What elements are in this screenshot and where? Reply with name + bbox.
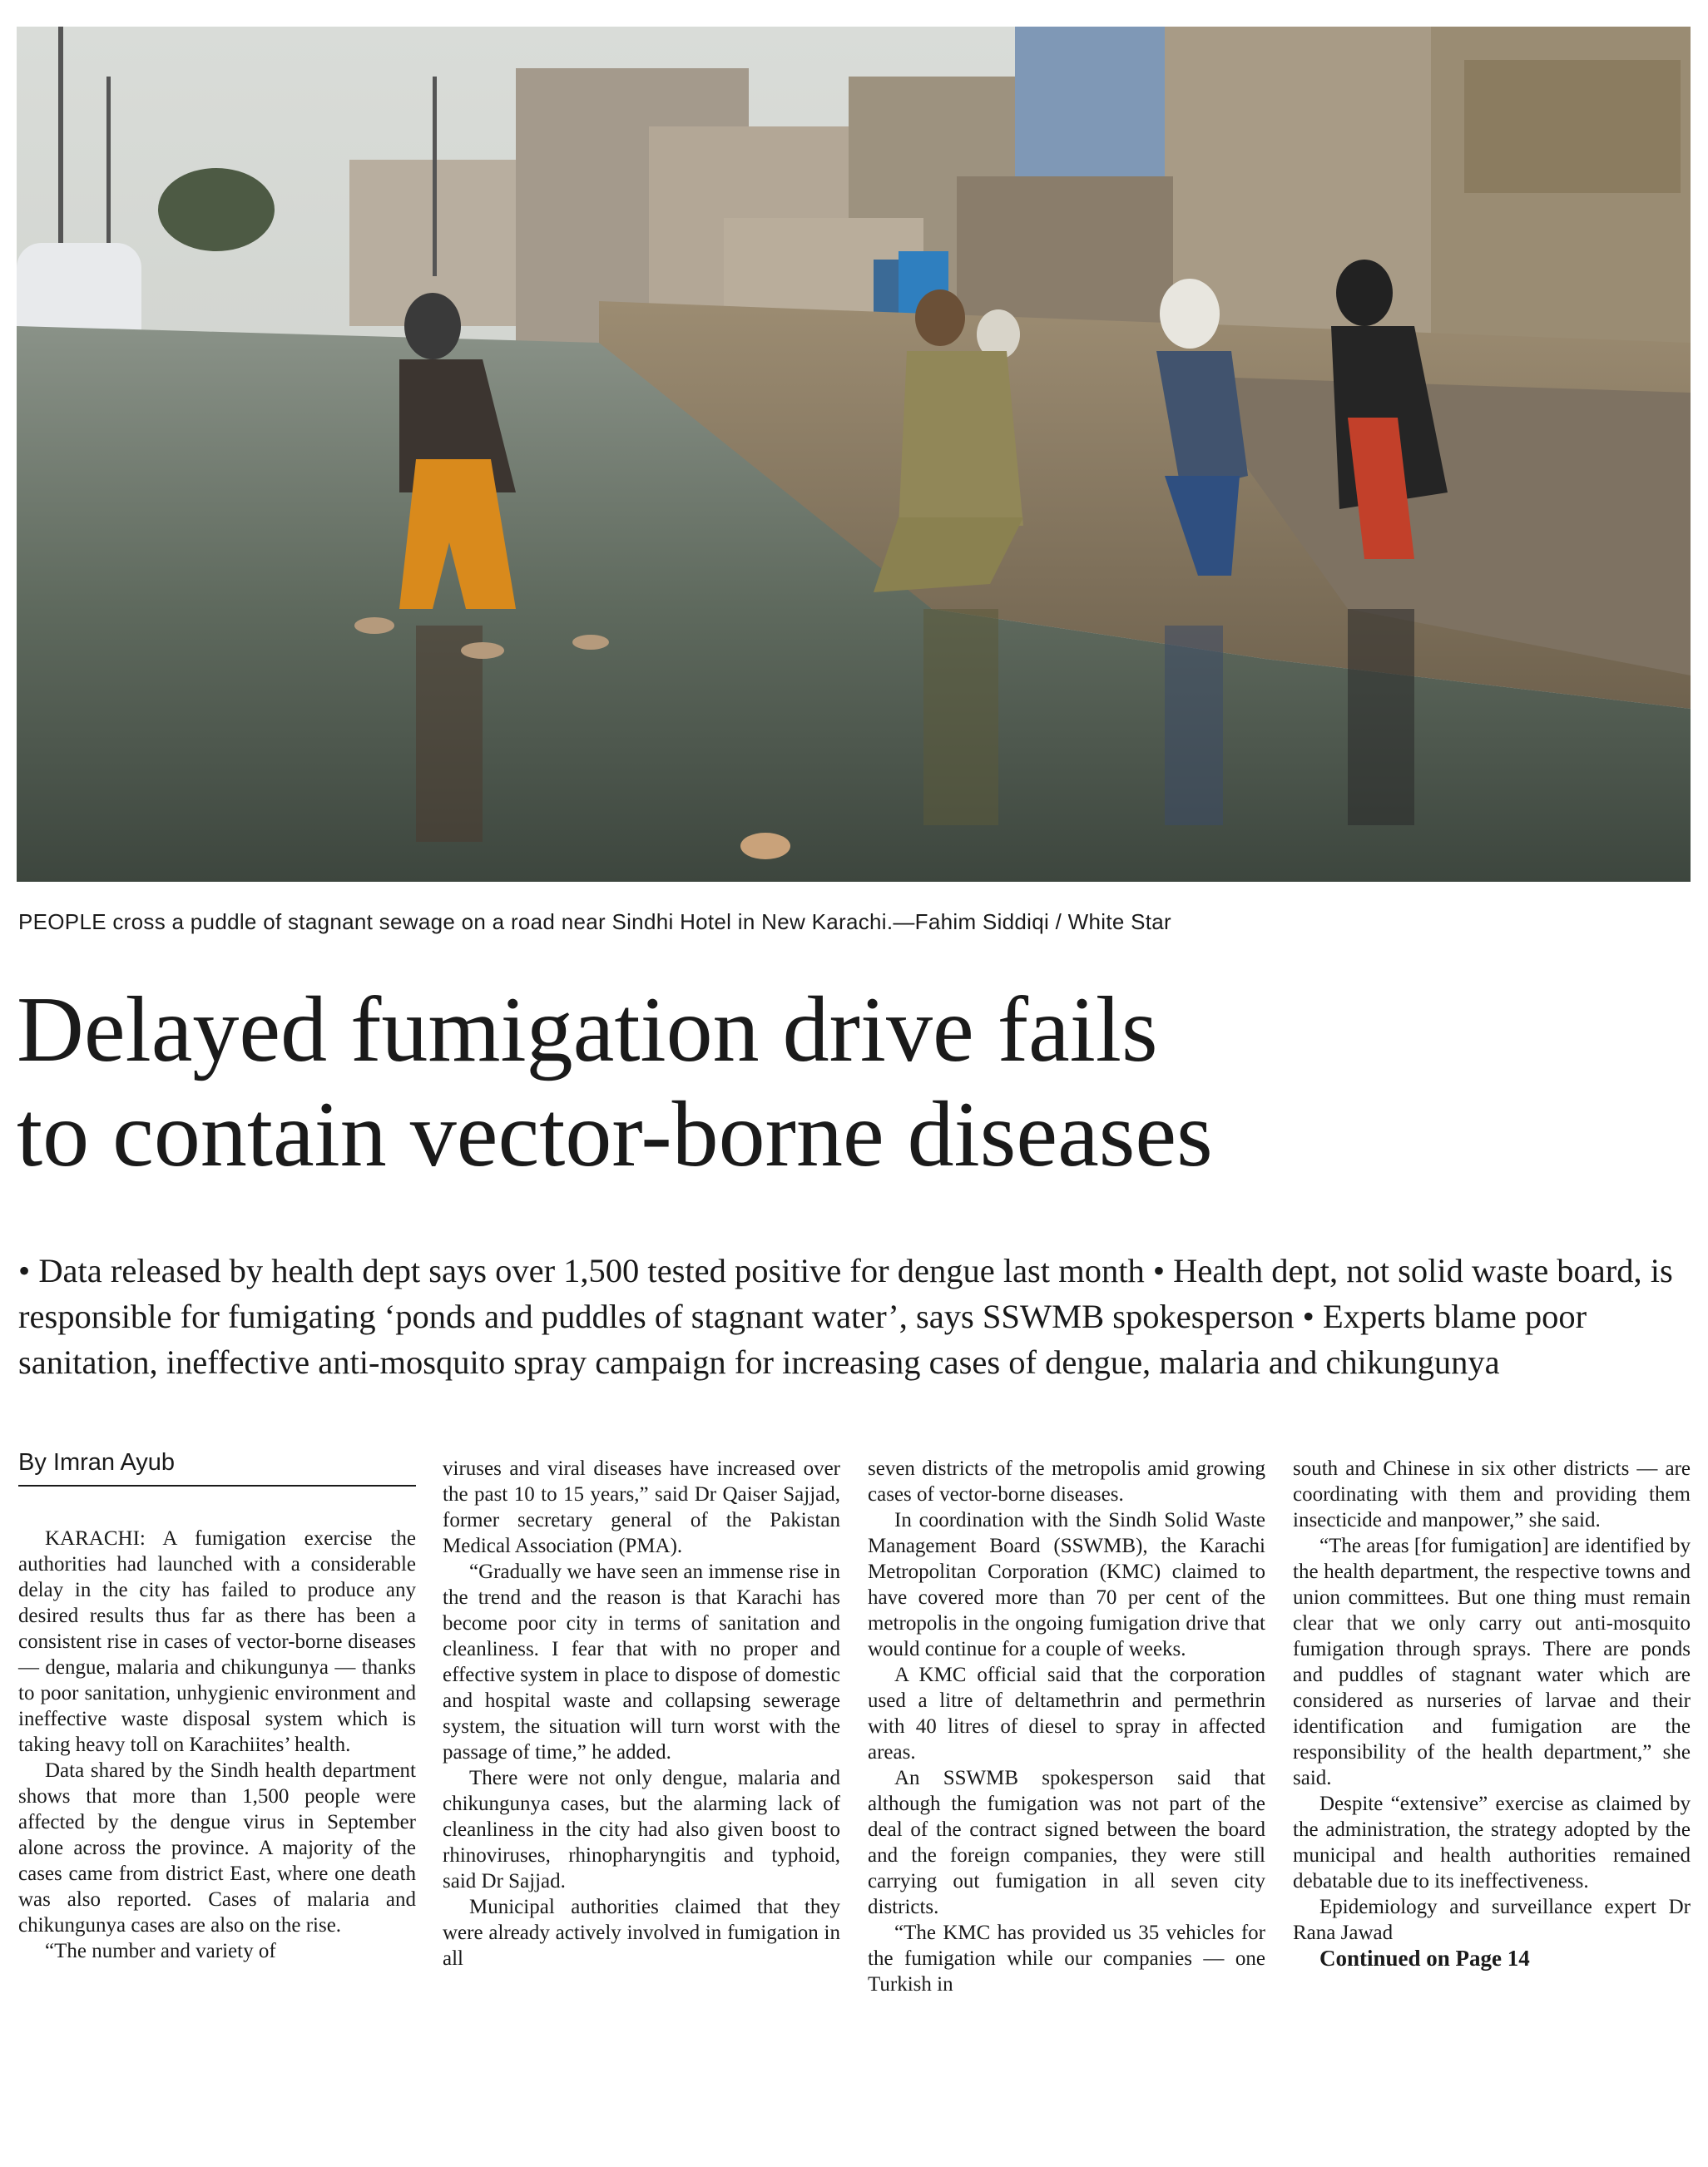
paragraph: south and Chinese in six other districts — are coordinating with them and providing them insecticide and manpower,” she said. xyxy=(1293,1457,1691,1531)
deck-item-3: Experts blame poor sanitation, ineffective anti-mosquito spray campaign for increasing cases of dengue, malaria and chikungunya xyxy=(18,1298,1587,1381)
deck-item-2: Health dept, not solid waste board, is responsible for fumigating ‘ponds and puddles of stagnant water’, says SSWMB spokesperson xyxy=(18,1252,1673,1335)
article-column-3 xyxy=(868,1456,1265,1997)
headline xyxy=(17,977,1691,1187)
paragraph: A KMC official said that the corporation used a litre of deltamethrin and permethrin with 40 litres of diesel to spray in affected areas. xyxy=(868,1664,1265,1764)
paragraph: An SSWMB spokesperson said that although the fumigation was not part of the deal of the contract signed between the board and the foreign companies, they were still carrying out fumigation in all seven city districts. xyxy=(868,1767,1265,1918)
paragraph: viruses and viral diseases have increased over the past 10 to 15 years,” said Dr Qaiser Sajjad, former secretary general of the Pakistan Medical Association (PMA). xyxy=(443,1457,840,1557)
paragraph: KARACHI: A fumigation exercise the authorities had launched with a considerable delay in the city has failed to produce any desired results thus far as there has been a consistent rise in cases of vector-borne diseases — dengue, malaria and chikungunya — thanks to poor sanitation, unhygienic environment and ineffective waste disposal system which is taking heavy toll on Karachiites’ health. xyxy=(18,1527,416,1756)
street-photo-illustration xyxy=(17,27,1691,882)
article-column-4 xyxy=(1293,1456,1691,1972)
paragraph: “The KMC has provided us 35 vehicles for the fumigation while our companies — one Turkish in xyxy=(868,1922,1265,1996)
paragraph: seven districts of the metropolis amid growing cases of vector-borne diseases. xyxy=(868,1457,1265,1506)
headline-line-1: Delayed fumigation drive fails xyxy=(17,978,1158,1081)
paragraph: Epidemiology and surveillance expert Dr Rana Jawad xyxy=(1293,1896,1691,1944)
paragraph: In coordination with the Sindh Solid Waste Management Board (SSWMB), the Karachi Metropolitan Corporation (KMC) claimed to have covered more than 70 per cent of the metropolis in the ongoing fumigation drive that would continue for a couple of weeks. xyxy=(868,1509,1265,1660)
paragraph: Municipal authorities claimed that they were already actively involved in fumigation in all xyxy=(443,1896,840,1970)
byline: By Imran Ayub xyxy=(18,1449,416,1487)
continued-link[interactable]: Continued on Page 14 xyxy=(1319,1946,1530,1971)
article-column-2 xyxy=(443,1456,840,1972)
deck-summary xyxy=(18,1248,1691,1385)
paragraph: Data shared by the Sindh health department shows that more than 1,500 people were affected by the dengue virus in September alone across the province. A majority of the cases came from district East, where one death was also reported. Cases of malaria and chikungunya cases are also on the rise. xyxy=(18,1759,416,1937)
paragraph: “Gradually we have seen an immense rise in the trend and the reason is that Karachi has become poor city in terms of sanitation and cleanliness. I fear that with no proper and effective system in place to dispose of domestic and hospital waste and collapsing sewerage system, the situation will turn worst with the passage of time,” he added. xyxy=(443,1561,840,1764)
paragraph: “The number and variety of xyxy=(45,1940,276,1962)
news-photo xyxy=(17,27,1691,882)
photo-caption: PEOPLE cross a puddle of stagnant sewage on a road near Sindhi Hotel in New Karachi.—Fahim Siddiqi / White Star xyxy=(18,909,1172,934)
headline-line-2: to contain vector-borne diseases xyxy=(17,1083,1213,1186)
bullet-icon: • xyxy=(1152,1252,1174,1289)
bullet-icon: • xyxy=(1302,1298,1323,1335)
article-column-1 xyxy=(18,1526,416,1964)
paragraph: Despite “extensive” exercise as claimed by the administration, the strategy adopted by the municipal and health authorities remained debatable due to its ineffectiveness. xyxy=(1293,1793,1691,1892)
paragraph: “The areas [for fumigation] are identified by the health department, the respective towns and union committees. But one thing must remain clear that we only carry out anti-mosquito fumigation through sprays. There are ponds and puddles of stagnant water which are considered as nurseries of larvae and their identification and fumigation are the responsibility of the health department,” she said. xyxy=(1293,1535,1691,1789)
deck-item-1: Data released by health dept says over 1,500 tested positive for dengue last month xyxy=(38,1252,1153,1289)
bullet-icon: • xyxy=(18,1252,39,1289)
paragraph: There were not only dengue, malaria and chikungunya cases, but the alarming lack of cleanliness in the city had also given boost to rhinoviruses, rhinopharyngitis and typhoid, said Dr Sajjad. xyxy=(443,1767,840,1892)
